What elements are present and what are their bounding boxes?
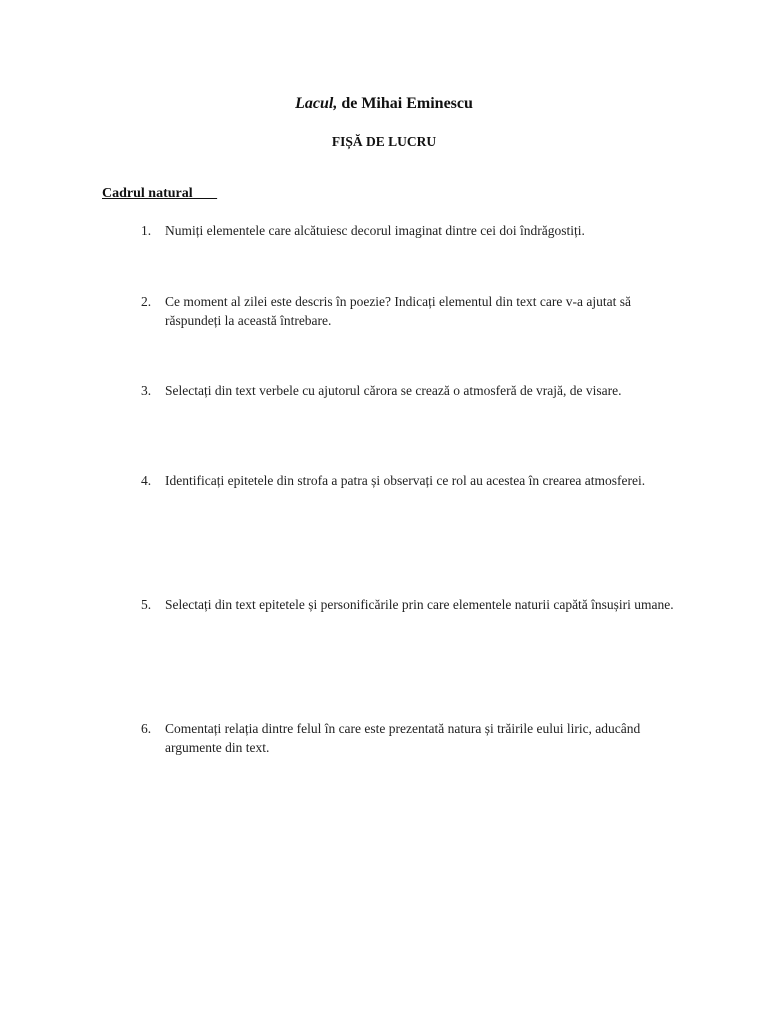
question-text: Ce moment al zilei este descris în poezie? Indicați elementul din text care v-a ajutat să răspundeți la această întrebare. (165, 294, 631, 328)
title-work-name: Lacul, (295, 95, 338, 112)
question-number: 2. (141, 294, 152, 309)
question-number: 3. (141, 383, 152, 398)
document-subtitle: FIȘĂ DE LUCRU (331, 134, 437, 149)
section-heading: Cadrul natural (102, 186, 218, 201)
question-text: Numiți elementele care alcătuiesc decorul imaginat dintre cei doi îndrăgostiți. (165, 223, 585, 238)
question-text: Identificați epitetele din strofa a patra și observați ce rol au acestea în crearea atmosferei. (165, 473, 646, 488)
question-text: Comentați relația dintre felul în care este prezentată natura și trăirile eului liric, aducând argumente din text. (165, 721, 641, 755)
question-number: 6. (141, 721, 152, 736)
document-title (0, 94, 768, 114)
question-number: 1. (141, 223, 152, 238)
title-author: de Mihai Eminescu (337, 95, 473, 112)
question-text: Selectați din text epitetele și personificările prin care elementele naturii capătă însușiri umane. (165, 597, 674, 612)
question-number: 5. (141, 597, 152, 612)
question-number: 4. (141, 473, 152, 488)
question-text: Selectați din text verbele cu ajutorul cărora se crează o atmosferă de vrajă, de visare. (165, 383, 622, 398)
